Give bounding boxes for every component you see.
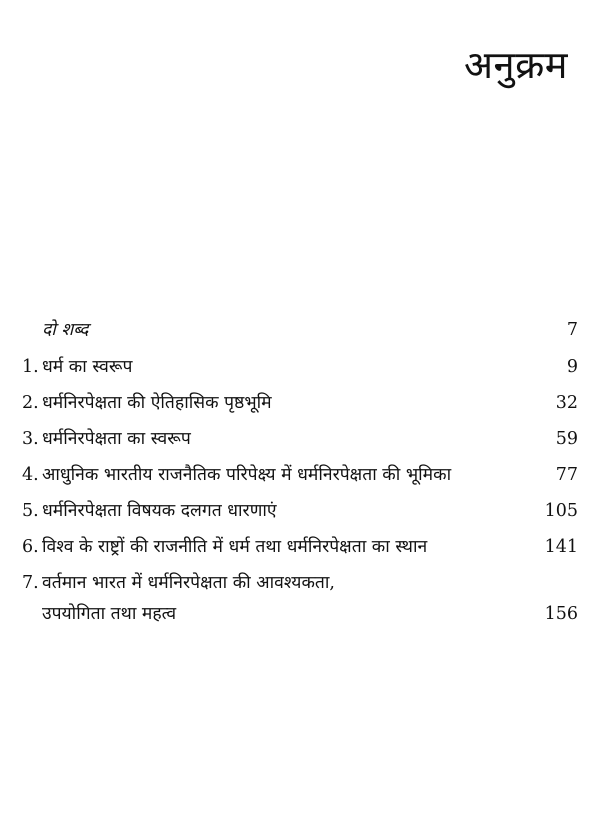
toc-entry-number: 5.: [22, 501, 39, 521]
toc-entry-label: [22, 427, 578, 452]
toc-entry-label: [22, 463, 578, 488]
toc-entry-label: [22, 571, 578, 627]
toc-entry-page: 156: [544, 604, 578, 624]
toc-entry-number: 6.: [22, 537, 39, 557]
toc-entry-title: वर्तमान भारत में धर्मनिरपेक्षता की आवश्यकता,: [42, 573, 335, 593]
toc-entry-page: 32: [555, 393, 578, 413]
toc-entry-page: 105: [544, 501, 578, 521]
toc-entry-number: 7.: [22, 573, 39, 593]
toc-entry-preface: [22, 318, 578, 343]
toc-entry-label: [22, 499, 578, 524]
table-of-contents: [22, 318, 578, 627]
toc-entry-label: [22, 355, 578, 380]
toc-entry-page: 9: [566, 357, 578, 377]
toc-entry-title: दो शब्द: [42, 320, 89, 340]
toc-entry-4: [22, 463, 578, 488]
toc-entry-7: [22, 571, 578, 627]
toc-entry-title-line2: उपयोगिता तथा महत्व: [42, 604, 177, 624]
toc-entry-1: [22, 355, 578, 380]
toc-entry-number: 3.: [22, 429, 39, 449]
toc-entry-6: [22, 535, 578, 560]
page-title: अनुक्रम: [463, 43, 568, 87]
toc-entry-2: [22, 391, 578, 416]
toc-entry-5: [22, 499, 578, 524]
toc-entry-page: 77: [555, 465, 578, 485]
toc-entry-number: 1.: [22, 357, 39, 377]
toc-entry-label: [22, 535, 578, 560]
toc-entry-title: धर्मनिरपेक्षता विषयक दलगत धारणाएं: [42, 501, 277, 521]
toc-entry-page: 141: [544, 537, 578, 557]
toc-entry-page: 59: [555, 429, 578, 449]
toc-entry-number: 4.: [22, 465, 39, 485]
toc-entry-page: 7: [566, 320, 578, 340]
toc-entry-3: [22, 427, 578, 452]
toc-entry-title: धर्म का स्वरूप: [42, 357, 133, 377]
toc-entry-title: आधुनिक भारतीय राजनैतिक परिपेक्ष्य में धर्मनिरपेक्षता की भूमिका: [42, 465, 452, 485]
toc-entry-title: धर्मनिरपेक्षता का स्वरूप: [42, 429, 191, 449]
toc-entry-title: धर्मनिरपेक्षता की ऐतिहासिक पृष्ठभूमि: [42, 393, 272, 413]
toc-entry-title: विश्व के राष्ट्रों की राजनीति में धर्म तथा धर्मनिरपेक्षता का स्थान: [42, 537, 428, 557]
toc-entry-number: 2.: [22, 393, 39, 413]
toc-entry-label: [22, 391, 578, 416]
